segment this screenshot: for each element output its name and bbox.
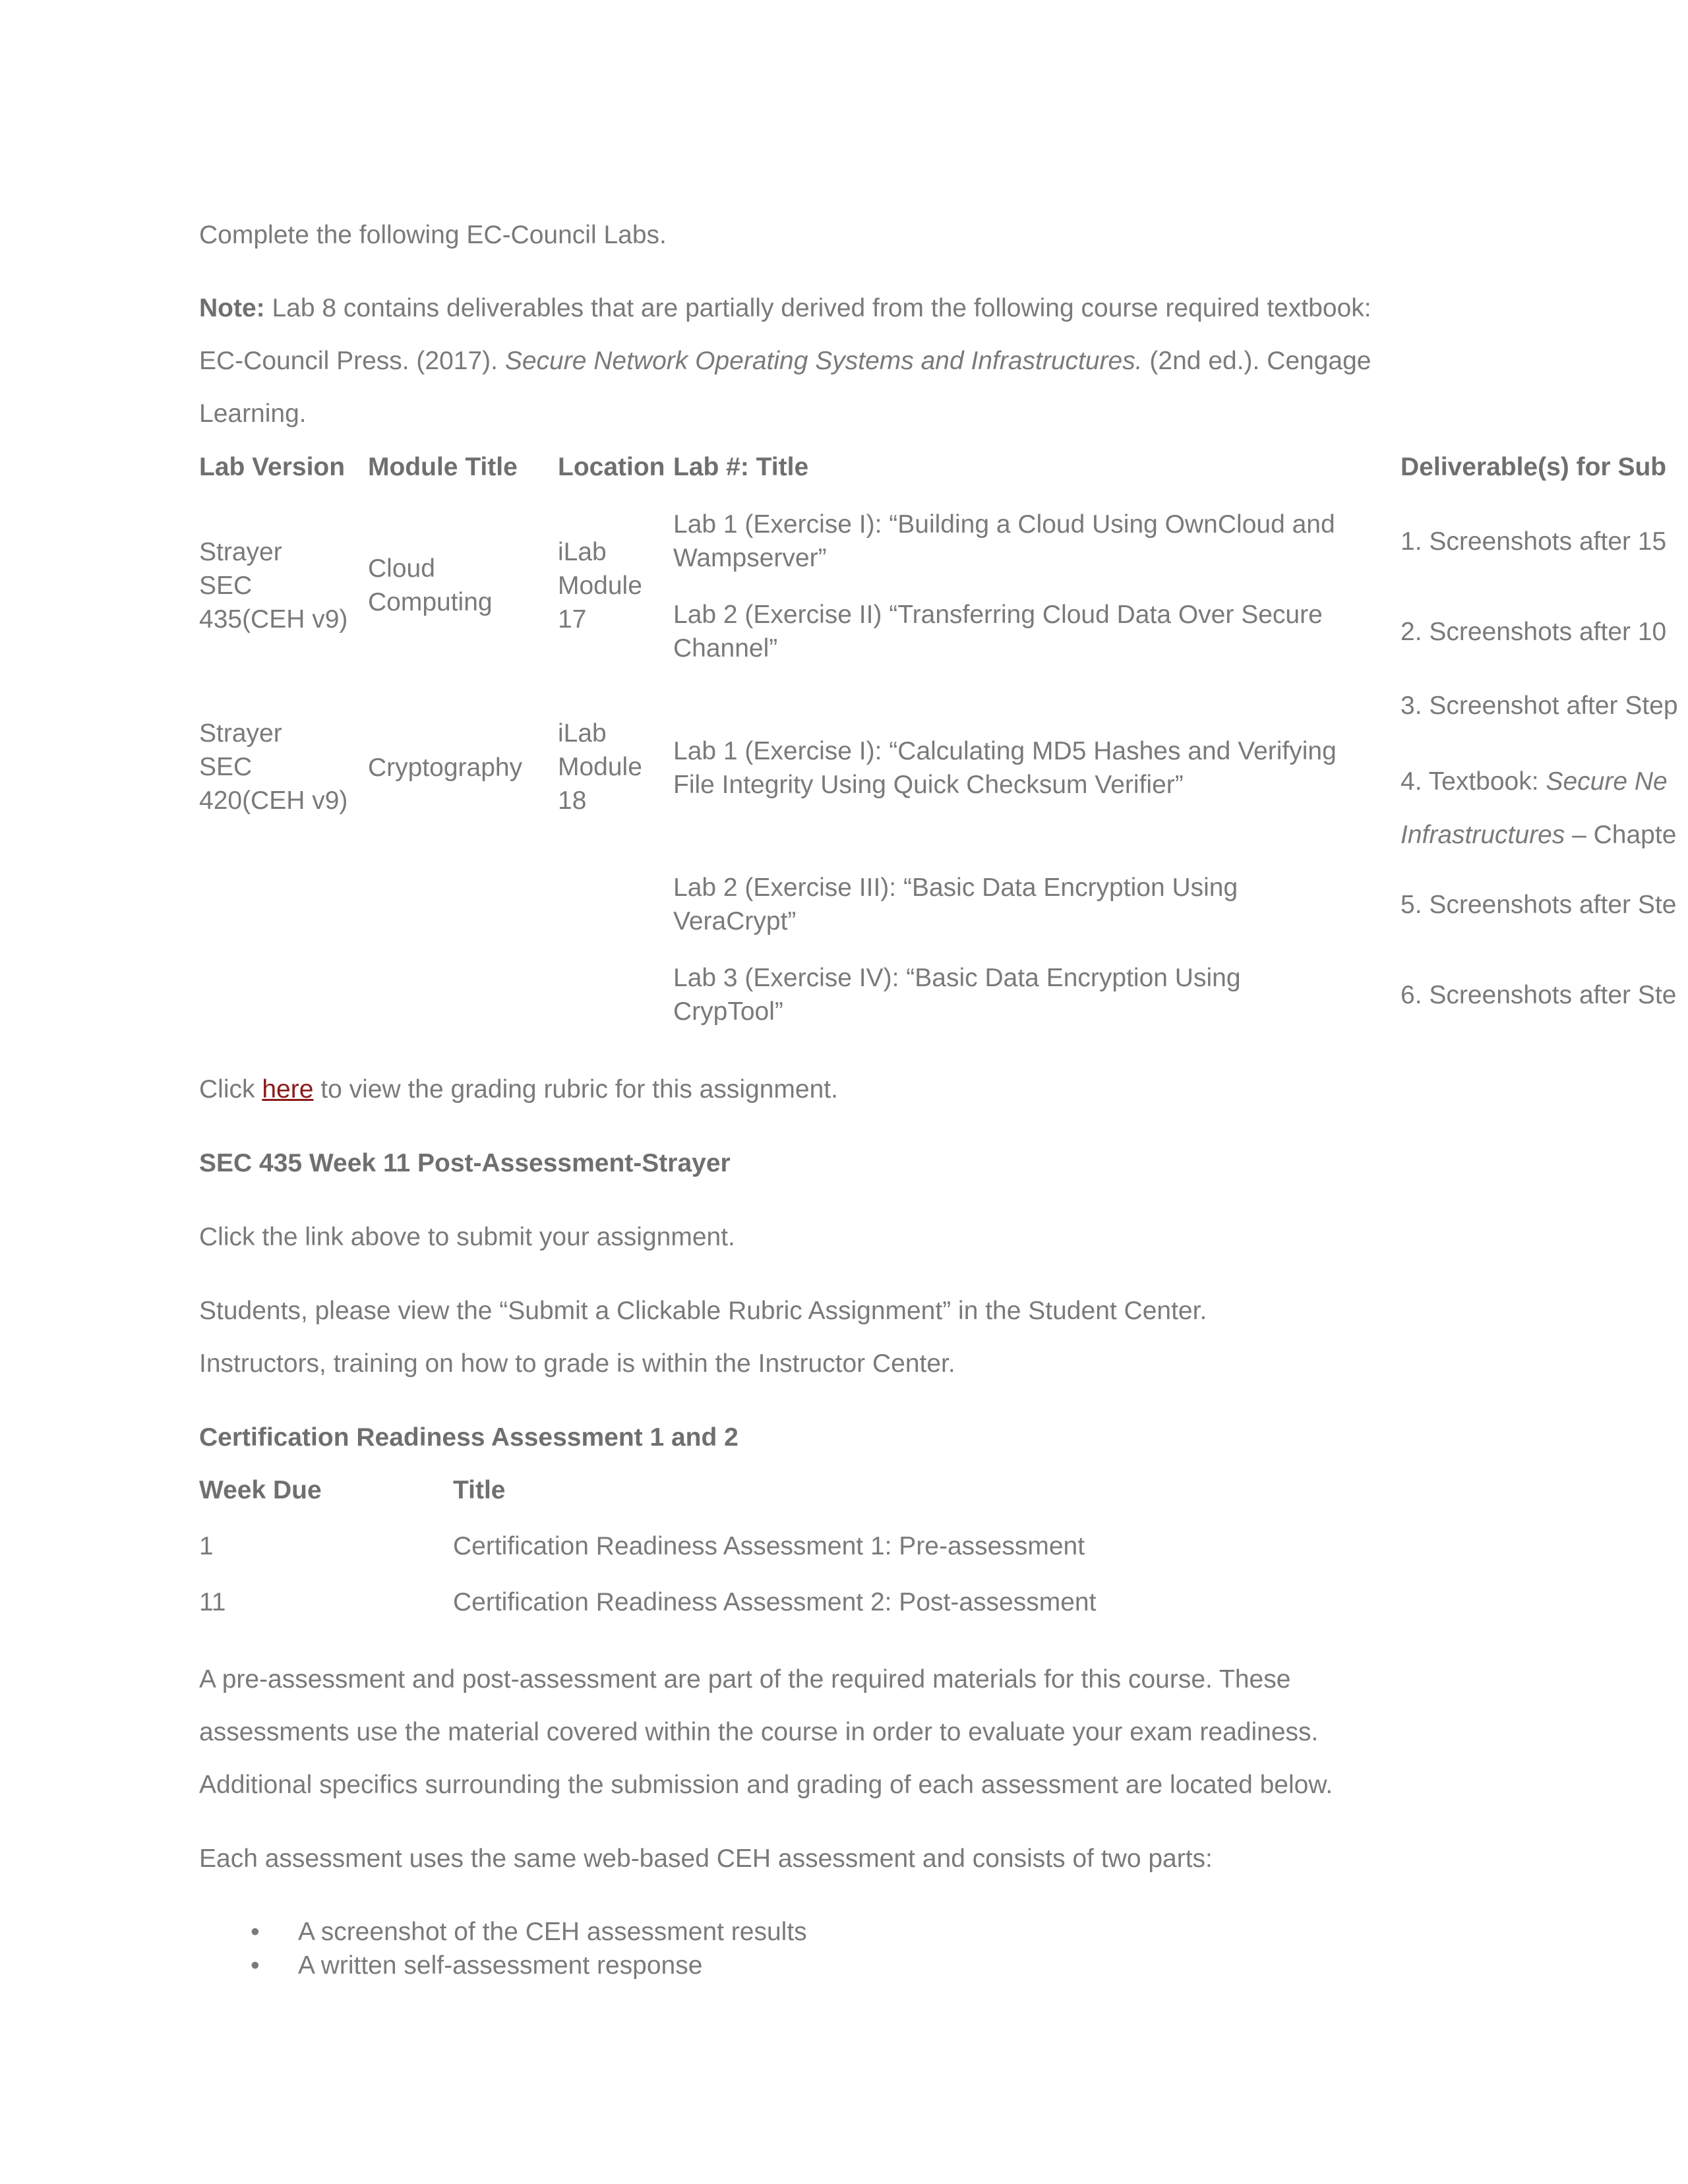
parts-list	[199, 1915, 807, 1982]
lab-version-1: Strayer SEC 435(CEH v9)	[199, 538, 348, 634]
note-line-1-text: Lab 8 contains deliverables that are partially derived from the following course required textbook:	[264, 294, 1372, 322]
module-title-2: Cryptography	[368, 753, 523, 782]
lab-title-3: Lab 1 (Exercise I): “Calculating MD5 Hashes and Verifying File Integrity Using Quick Checksum Verifier”	[673, 737, 1337, 799]
cra-header-week-due: Week Due	[199, 1476, 322, 1504]
header-location: Location	[558, 453, 665, 481]
header-deliverables: Deliverable(s) for Sub	[1401, 453, 1667, 481]
location-2: iLab Module 18	[558, 719, 642, 815]
lab-title-4: Lab 2 (Exercise III): “Basic Data Encryption Using VeraCrypt”	[673, 873, 1238, 935]
lab-title-5: Lab 3 (Exercise IV): “Basic Data Encryption Using CrypTool”	[673, 964, 1241, 1026]
pre-post-line-1: A pre-assessment and post-assessment are part of the required materials for this course. These	[199, 1665, 1291, 1694]
students-instruction: Students, please view the “Submit a Clickable Rubric Assignment” in the Student Center.	[199, 1297, 1207, 1325]
bullet-icon: •	[251, 1918, 260, 1946]
intro-text: Complete the following EC-Council Labs.	[199, 221, 667, 249]
list-item: • A written self-assessment response	[199, 1949, 807, 1982]
lab-version-2: Strayer SEC 420(CEH v9)	[199, 719, 348, 815]
bullet-icon: •	[251, 1951, 260, 1980]
deliverable-4: 4. Textbook: Secure Ne	[1401, 767, 1668, 796]
note-book-title: Secure Network Operating Systems and Infrastructures.	[504, 347, 1143, 375]
instructors-instruction: Instructors, training on how to grade is within the Instructor Center.	[199, 1349, 955, 1378]
note-citation-prefix: EC-Council Press. (2017).	[199, 347, 505, 375]
deliverable-1: 1. Screenshots after 15	[1401, 527, 1667, 556]
lab-title-2: Lab 2 (Exercise II) “Transferring Cloud Data Over Secure Channel”	[673, 601, 1323, 663]
note-line-1	[199, 292, 1372, 325]
location-1: iLab Module 17	[558, 538, 642, 634]
post-assessment-heading: SEC 435 Week 11 Post-Assessment-Strayer	[199, 1149, 731, 1177]
rubric-line: Click here to view the grading rubric for this assignment.	[199, 1075, 838, 1104]
header-module-title: Module Title	[368, 453, 518, 481]
rubric-link[interactable]: here	[262, 1075, 314, 1104]
list-item: • A screenshot of the CEH assessment results	[199, 1915, 807, 1949]
cra-row-1-week: 1	[199, 1532, 214, 1560]
note-line-3: Learning.	[199, 399, 307, 428]
each-assessment-text: Each assessment uses the same web-based CEH assessment and consists of two parts:	[199, 1845, 1213, 1873]
header-lab-title: Lab #: Title	[673, 453, 809, 481]
header-lab-version: Lab Version	[199, 453, 346, 481]
deliverable-2: 2. Screenshots after 10	[1401, 618, 1667, 646]
cra-heading: Certification Readiness Assessment 1 and 2	[199, 1423, 738, 1452]
deliverable-5: 5. Screenshots after Ste	[1401, 891, 1677, 919]
pre-post-line-3: Additional specifics surrounding the submission and grading of each assessment are located below.	[199, 1771, 1333, 1799]
cra-row-1-title: Certification Readiness Assessment 1: Pre-assessment	[453, 1532, 1085, 1560]
note-line-2	[199, 345, 1372, 378]
note-citation-suffix: (2nd ed.). Cengage	[1142, 347, 1372, 375]
cra-header-title: Title	[453, 1476, 506, 1504]
deliverable-4-continued: Infrastructures – Chapte	[1401, 821, 1677, 849]
cra-row-2-week: 11	[199, 1588, 226, 1616]
lab-title-1: Lab 1 (Exercise I): “Building a Cloud Using OwnCloud and Wampserver”	[673, 510, 1335, 572]
pre-post-line-2: assessments use the material covered within the course in order to evaluate your exam readiness.	[199, 1718, 1319, 1746]
deliverable-6: 6. Screenshots after Ste	[1401, 981, 1677, 1009]
submit-instruction: Click the link above to submit your assignment.	[199, 1223, 735, 1251]
deliverable-3: 3. Screenshot after Step	[1401, 692, 1678, 720]
cra-row-2-title: Certification Readiness Assessment 2: Post-assessment	[453, 1588, 1097, 1616]
module-title-1: Cloud Computing	[368, 554, 493, 616]
note-label: Note:	[199, 294, 265, 322]
